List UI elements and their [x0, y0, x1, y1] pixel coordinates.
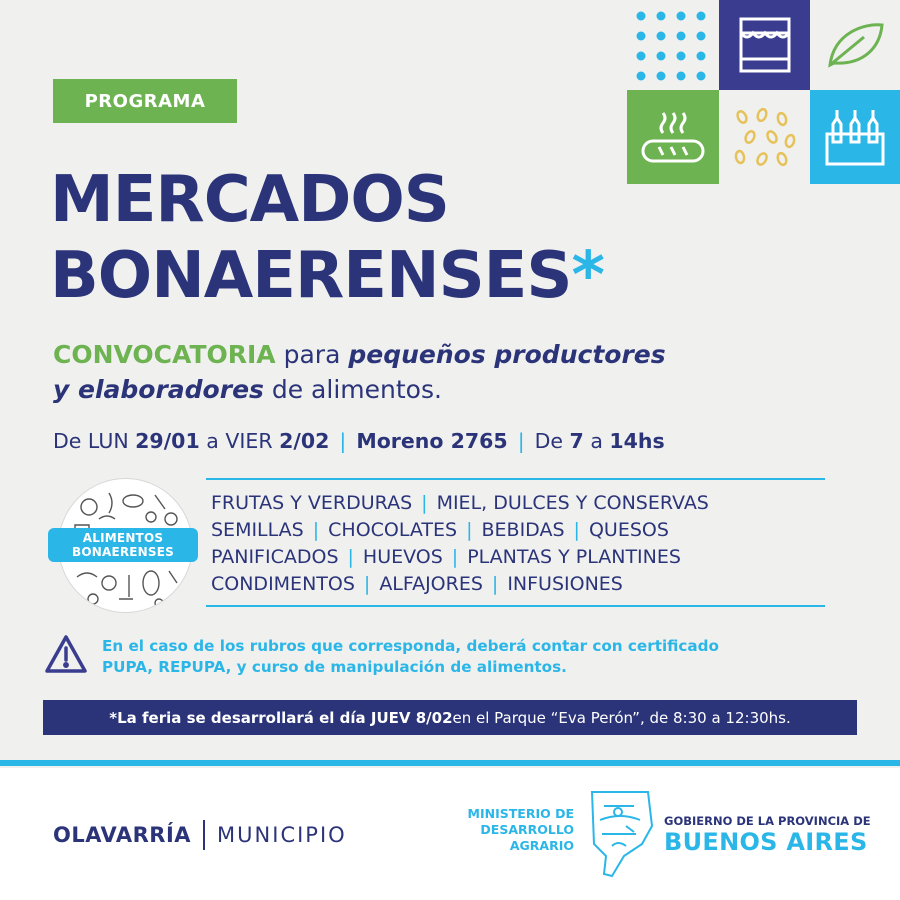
page-title-line1: MERCADOS — [50, 163, 449, 237]
call-italic-2: y elaboradores — [53, 375, 264, 404]
bread-icon — [627, 90, 719, 184]
category-separator: | — [421, 492, 428, 514]
program-badge: PROGRAMA — [53, 79, 237, 123]
dates-separator: | — [339, 429, 347, 453]
feria-details: en el Parque “Eva Perón”, de 8:30 a 12:30hs. — [452, 708, 791, 727]
category-separator: | — [347, 546, 354, 568]
dates-line — [53, 429, 665, 453]
municipio-logo — [53, 820, 347, 850]
dates-h1: De — [534, 429, 570, 453]
feria-banner — [43, 700, 857, 735]
dates-place: Moreno 2765 — [356, 429, 508, 453]
dates-d3: a VIER — [199, 429, 280, 453]
call-text-1: para — [275, 340, 349, 369]
category-item: HUEVOS — [362, 546, 443, 568]
category-item: FRUTAS Y VERDURAS — [211, 492, 413, 514]
dates-d1: De LUN — [53, 429, 136, 453]
category-separator: | — [451, 546, 459, 568]
gobierno-name: BUENOS AIRES — [664, 828, 868, 856]
municipio-divider — [203, 820, 205, 850]
title-asterisk: * — [571, 239, 604, 313]
dates-separator: | — [517, 429, 525, 453]
dates-hours — [535, 429, 665, 453]
ministerio-line1: MINISTERIO DE — [467, 806, 574, 821]
gobierno-label: GOBIERNO DE LA PROVINCIA DE — [664, 814, 871, 828]
warning-line2: PUPA, REPUPA, y curso de manipulación de alimentos. — [102, 658, 567, 676]
logo-line2: BONAERENSES — [71, 545, 175, 559]
divider-bottom — [206, 605, 825, 607]
dates-h2: 7 — [569, 429, 584, 453]
call-text-2: de alimentos. — [263, 375, 442, 404]
category-item: MIEL, DULCES Y CONSERVAS — [436, 492, 709, 514]
category-item: CHOCOLATES — [328, 519, 458, 541]
warning-text — [102, 636, 719, 678]
feria-date: *La feria se desarrollará el día JUEV 8/02 — [109, 708, 453, 727]
category-separator: | — [312, 519, 320, 541]
ministerio-line2: DESARROLLO — [480, 822, 574, 837]
category-row — [211, 519, 851, 541]
dates-range — [53, 429, 329, 453]
category-item: QUESOS — [588, 519, 669, 541]
category-item: ALFAJORES — [379, 573, 483, 595]
seeds-icon — [719, 90, 810, 184]
category-item: CONDIMENTOS — [211, 573, 355, 595]
warning-triangle-icon — [44, 633, 88, 675]
municipio-label: MUNICIPIO — [217, 823, 347, 847]
market-stall-icon — [719, 0, 810, 90]
category-row — [211, 573, 851, 595]
page-title-line2 — [50, 239, 604, 313]
municipio-name: OLAVARRÍA — [53, 823, 192, 847]
category-item: SEMILLAS — [211, 519, 304, 541]
category-row — [211, 492, 851, 514]
dates-h4: 14hs — [609, 429, 665, 453]
alimentos-bonaerenses-label — [48, 528, 198, 562]
bottles-crate-icon — [810, 90, 900, 184]
category-separator: | — [491, 573, 499, 595]
warning-line1: En el caso de los rubros que corresponda, deberá contar con certificado — [102, 637, 719, 655]
call-highlight: CONVOCATORIA — [53, 340, 276, 369]
category-item: PLANTAS Y PLANTINES — [467, 546, 681, 568]
ministerio-line3: AGRARIO — [509, 838, 574, 853]
dates-d4: 2/02 — [279, 429, 330, 453]
province-map-icon — [586, 786, 656, 880]
logo-line1: ALIMENTOS — [82, 531, 164, 545]
category-row — [211, 546, 851, 568]
category-separator: | — [363, 573, 371, 595]
ministerio-label — [440, 806, 574, 854]
call-text — [53, 337, 666, 407]
footer-rule — [0, 760, 900, 766]
category-item: PANIFICADOS — [211, 546, 339, 568]
leaf-icon — [810, 0, 900, 90]
call-italic-1: pequeños productores — [348, 340, 666, 369]
category-separator: | — [466, 519, 473, 541]
dates-d2: 29/01 — [135, 429, 200, 453]
divider-top — [206, 478, 825, 480]
category-separator: | — [573, 519, 580, 541]
category-item: INFUSIONES — [507, 573, 623, 595]
dates-h3: a — [583, 429, 610, 453]
dot-grid-icon — [627, 0, 719, 90]
category-item: BEBIDAS — [481, 519, 565, 541]
page-title-line2-text: BONAERENSES — [50, 239, 572, 313]
